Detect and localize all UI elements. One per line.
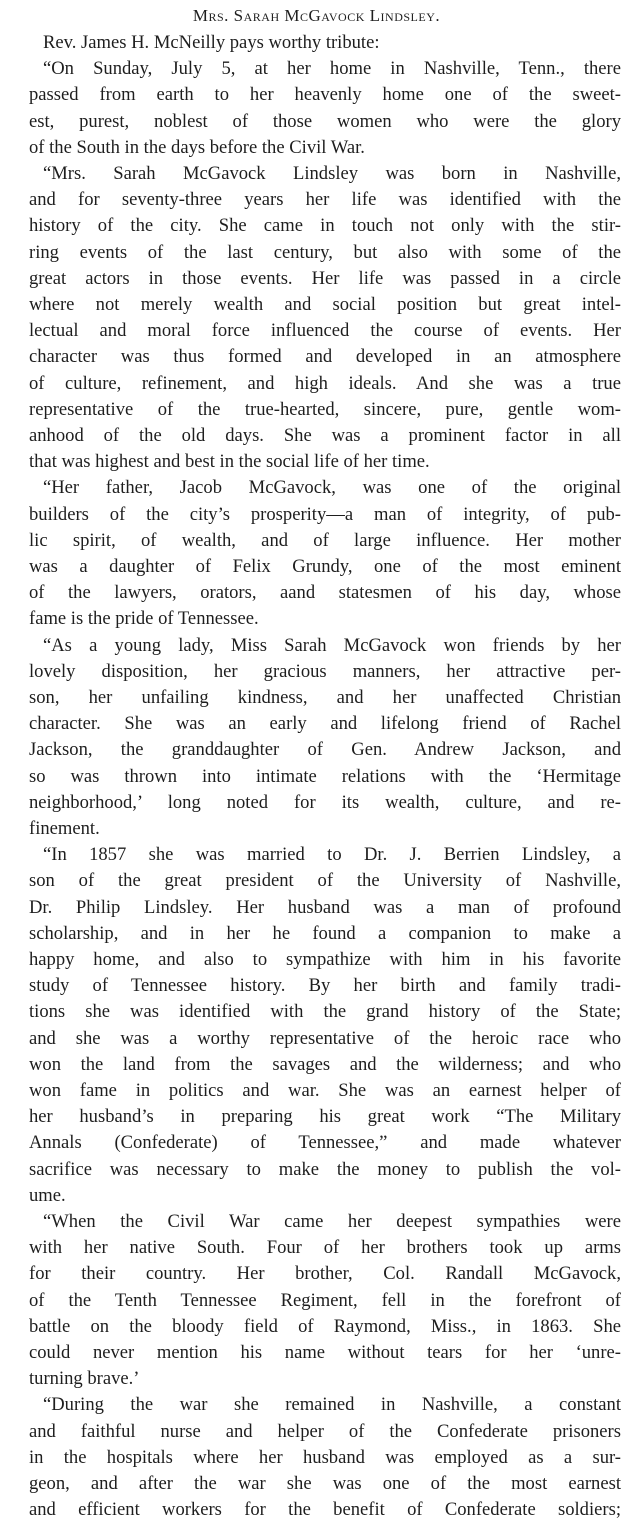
text-line: “In 1857 she was married to Dr. J. Berrien Lindsley, a	[43, 844, 621, 866]
text-line: happy home, and also to sympathize with him in his favorite	[29, 949, 621, 970]
text-line: fame is the pride of Tennessee.	[29, 608, 259, 630]
text-line: lovely disposition, her gracious manners, her attractive per-	[29, 660, 621, 682]
text-line: Jackson, the granddaughter of Gen. Andrew Jackson, and	[29, 739, 621, 761]
text-line: scholarship, and in her he found a companion to make a	[29, 922, 621, 944]
text-line: ume.	[29, 1184, 66, 1206]
text-line: ring events of the last century, but also with some of the	[29, 241, 621, 263]
text-line: “Mrs. Sarah McGavock Lindsley was born in Nashville,	[43, 163, 621, 184]
article-heading: Mrs. Sarah McGavock Lindsley.	[192, 6, 441, 25]
text-line: turning brave.’	[29, 1368, 140, 1390]
text-line: that was highest and best in the social life of her time.	[29, 451, 430, 473]
text-line: where not merely wealth and social position but great intel-	[29, 294, 621, 315]
text-line: son, her unfailing kindness, and her unaffected Christian	[29, 687, 621, 708]
text-line: history of the city. She came in touch not only with the stir-	[29, 215, 621, 237]
text-line: “When the Civil War came her deepest sympathies were	[43, 1211, 621, 1232]
text-line: lic spirit, of wealth, and of large influence. Her mother	[29, 529, 621, 551]
text-line: passed from earth to her heavenly home one of the sweet-	[29, 84, 621, 106]
text-line: study of Tennessee history. By her birth and family tradi-	[29, 975, 621, 997]
text-line: could never mention his name without tears for her ‘unre-	[29, 1342, 621, 1363]
text-line: neighborhood,’ long noted for its wealth, culture, and re-	[29, 791, 621, 813]
text-line: Dr. Philip Lindsley. Her husband was a man of profound	[29, 896, 621, 918]
text-line: tions she was identified with the grand history of the State;	[29, 1001, 621, 1023]
text-line: of the South in the days before the Civil War.	[29, 136, 365, 158]
text-line: son of the great president of the University of Nashville,	[29, 870, 621, 892]
text-line: won the land from the savages and the wilderness; and who	[29, 1053, 621, 1075]
text-line: anhood of the old days. She was a prominent factor in all	[29, 425, 621, 446]
text-line: “During the war she remained in Nashville, a constant	[43, 1394, 621, 1416]
text-line: sacrifice was necessary to make the money to publish the vol-	[29, 1158, 621, 1180]
text-line: her husband’s in preparing his great work “The Military	[29, 1106, 621, 1128]
text-line: builders of the city’s prosperity—a man of integrity, of pub-	[29, 503, 621, 525]
text-line: and she was a worthy representative of the heroic race who	[29, 1027, 621, 1049]
text-line: with her native South. Four of her brothers took up arms	[29, 1237, 621, 1259]
text-line: Rev. James H. McNeilly pays worthy tribute:	[43, 32, 380, 53]
text-line: and efficient workers for the benefit of Confederate soldiers;	[29, 1499, 621, 1521]
text-line: representative of the true-hearted, sincere, pure, gentle wom-	[29, 398, 621, 420]
text-line: of culture, refinement, and high ideals. And she was a true	[29, 372, 621, 394]
text-line: geon, and after the war she was one of the most earnest	[29, 1473, 621, 1494]
text-line: finement.	[29, 818, 100, 839]
text-line: for their country. Her brother, Col. Randall McGavock,	[29, 1263, 621, 1285]
text-line: “As a young lady, Miss Sarah McGavock won friends by her	[43, 634, 621, 656]
text-line: of the lawyers, orators, aand statesmen of his day, whose	[29, 582, 621, 604]
text-line: character. She was an early and lifelong friend of Rachel	[29, 713, 621, 735]
text-line: great actors in those events. Her life was passed in a circle	[29, 267, 621, 289]
text-line: of the Tenth Tennessee Regiment, fell in the forefront of	[29, 1289, 621, 1311]
text-line: character was thus formed and developed in an atmosphere	[29, 346, 621, 368]
text-line: and faithful nurse and helper of the Confederate prisoners	[29, 1420, 621, 1442]
text-line: was a daughter of Felix Grundy, one of the most eminent	[29, 556, 621, 577]
text-line: lectual and moral force influenced the course of events. Her	[29, 320, 621, 342]
text-line: est, purest, noblest of those women who were the glory	[29, 110, 621, 132]
text-line: battle on the bloody field of Raymond, Miss., in 1863. She	[29, 1315, 621, 1337]
text-line: and for seventy-three years her life was identified with the	[29, 189, 621, 211]
text-line: won fame in politics and war. She was an earnest helper of	[29, 1080, 621, 1101]
text-line: so was thrown into intimate relations with the ‘Hermitage	[29, 765, 621, 787]
text-line: in the hospitals where her husband was employed as a sur-	[29, 1446, 621, 1468]
text-line: “On Sunday, July 5, at her home in Nashville, Tenn., there	[43, 58, 621, 80]
text-line: “Her father, Jacob McGavock, was one of the original	[43, 477, 621, 499]
text-line: Annals (Confederate) of Tennessee,” and made whatever	[29, 1132, 621, 1154]
